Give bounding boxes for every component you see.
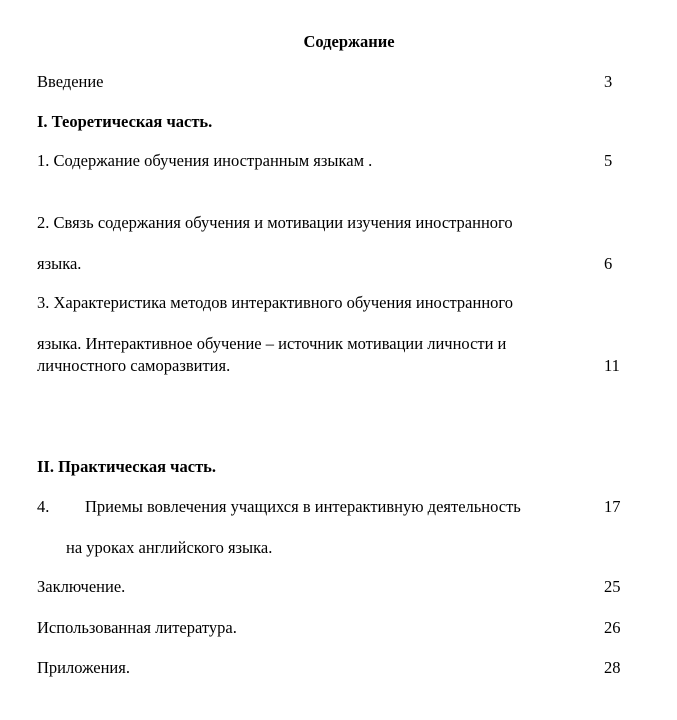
toc-entry-text: Заключение. [37, 577, 126, 596]
page-title: Содержание [303, 32, 395, 51]
toc-entry-text: 3. Характеристика методов интерактивного обучения иностранного [37, 293, 514, 312]
toc-page-number: 26 [604, 618, 621, 637]
toc-entry-text: личностного саморазвития. [37, 356, 231, 375]
toc-page-number: 28 [604, 658, 621, 677]
toc-entry-text: 1. Содержание обучения иностранным языкам . [37, 151, 373, 170]
toc-entry-text: на уроках английского языка. [66, 538, 273, 557]
toc-page-number: 5 [604, 151, 613, 170]
toc-entry-text: языка. [37, 254, 82, 273]
toc-entry-text: Приложения. [37, 658, 130, 677]
toc-page-number: 11 [604, 356, 620, 375]
toc-page-number: 3 [604, 72, 613, 91]
toc-entry-text: Введение [37, 72, 104, 91]
toc-entry-text: языка. Интерактивное обучение – источник мотивации личности и [37, 334, 507, 353]
toc-page-number: 6 [604, 254, 613, 273]
toc-entry-text: 2. Связь содержания обучения и мотивации изучения иностранного [37, 213, 513, 232]
toc-page-number: 17 [604, 497, 621, 516]
toc-section-heading: II. Практическая часть. [37, 457, 217, 476]
toc-section-heading: I. Теоретическая часть. [37, 112, 213, 131]
toc-entry-text: Приемы вовлечения учащихся в интерактивную деятельность [85, 497, 521, 516]
toc-page-number: 25 [604, 577, 621, 596]
toc-entry-number: 4. [37, 497, 50, 516]
toc-entry-text: Использованная литература. [37, 618, 237, 637]
